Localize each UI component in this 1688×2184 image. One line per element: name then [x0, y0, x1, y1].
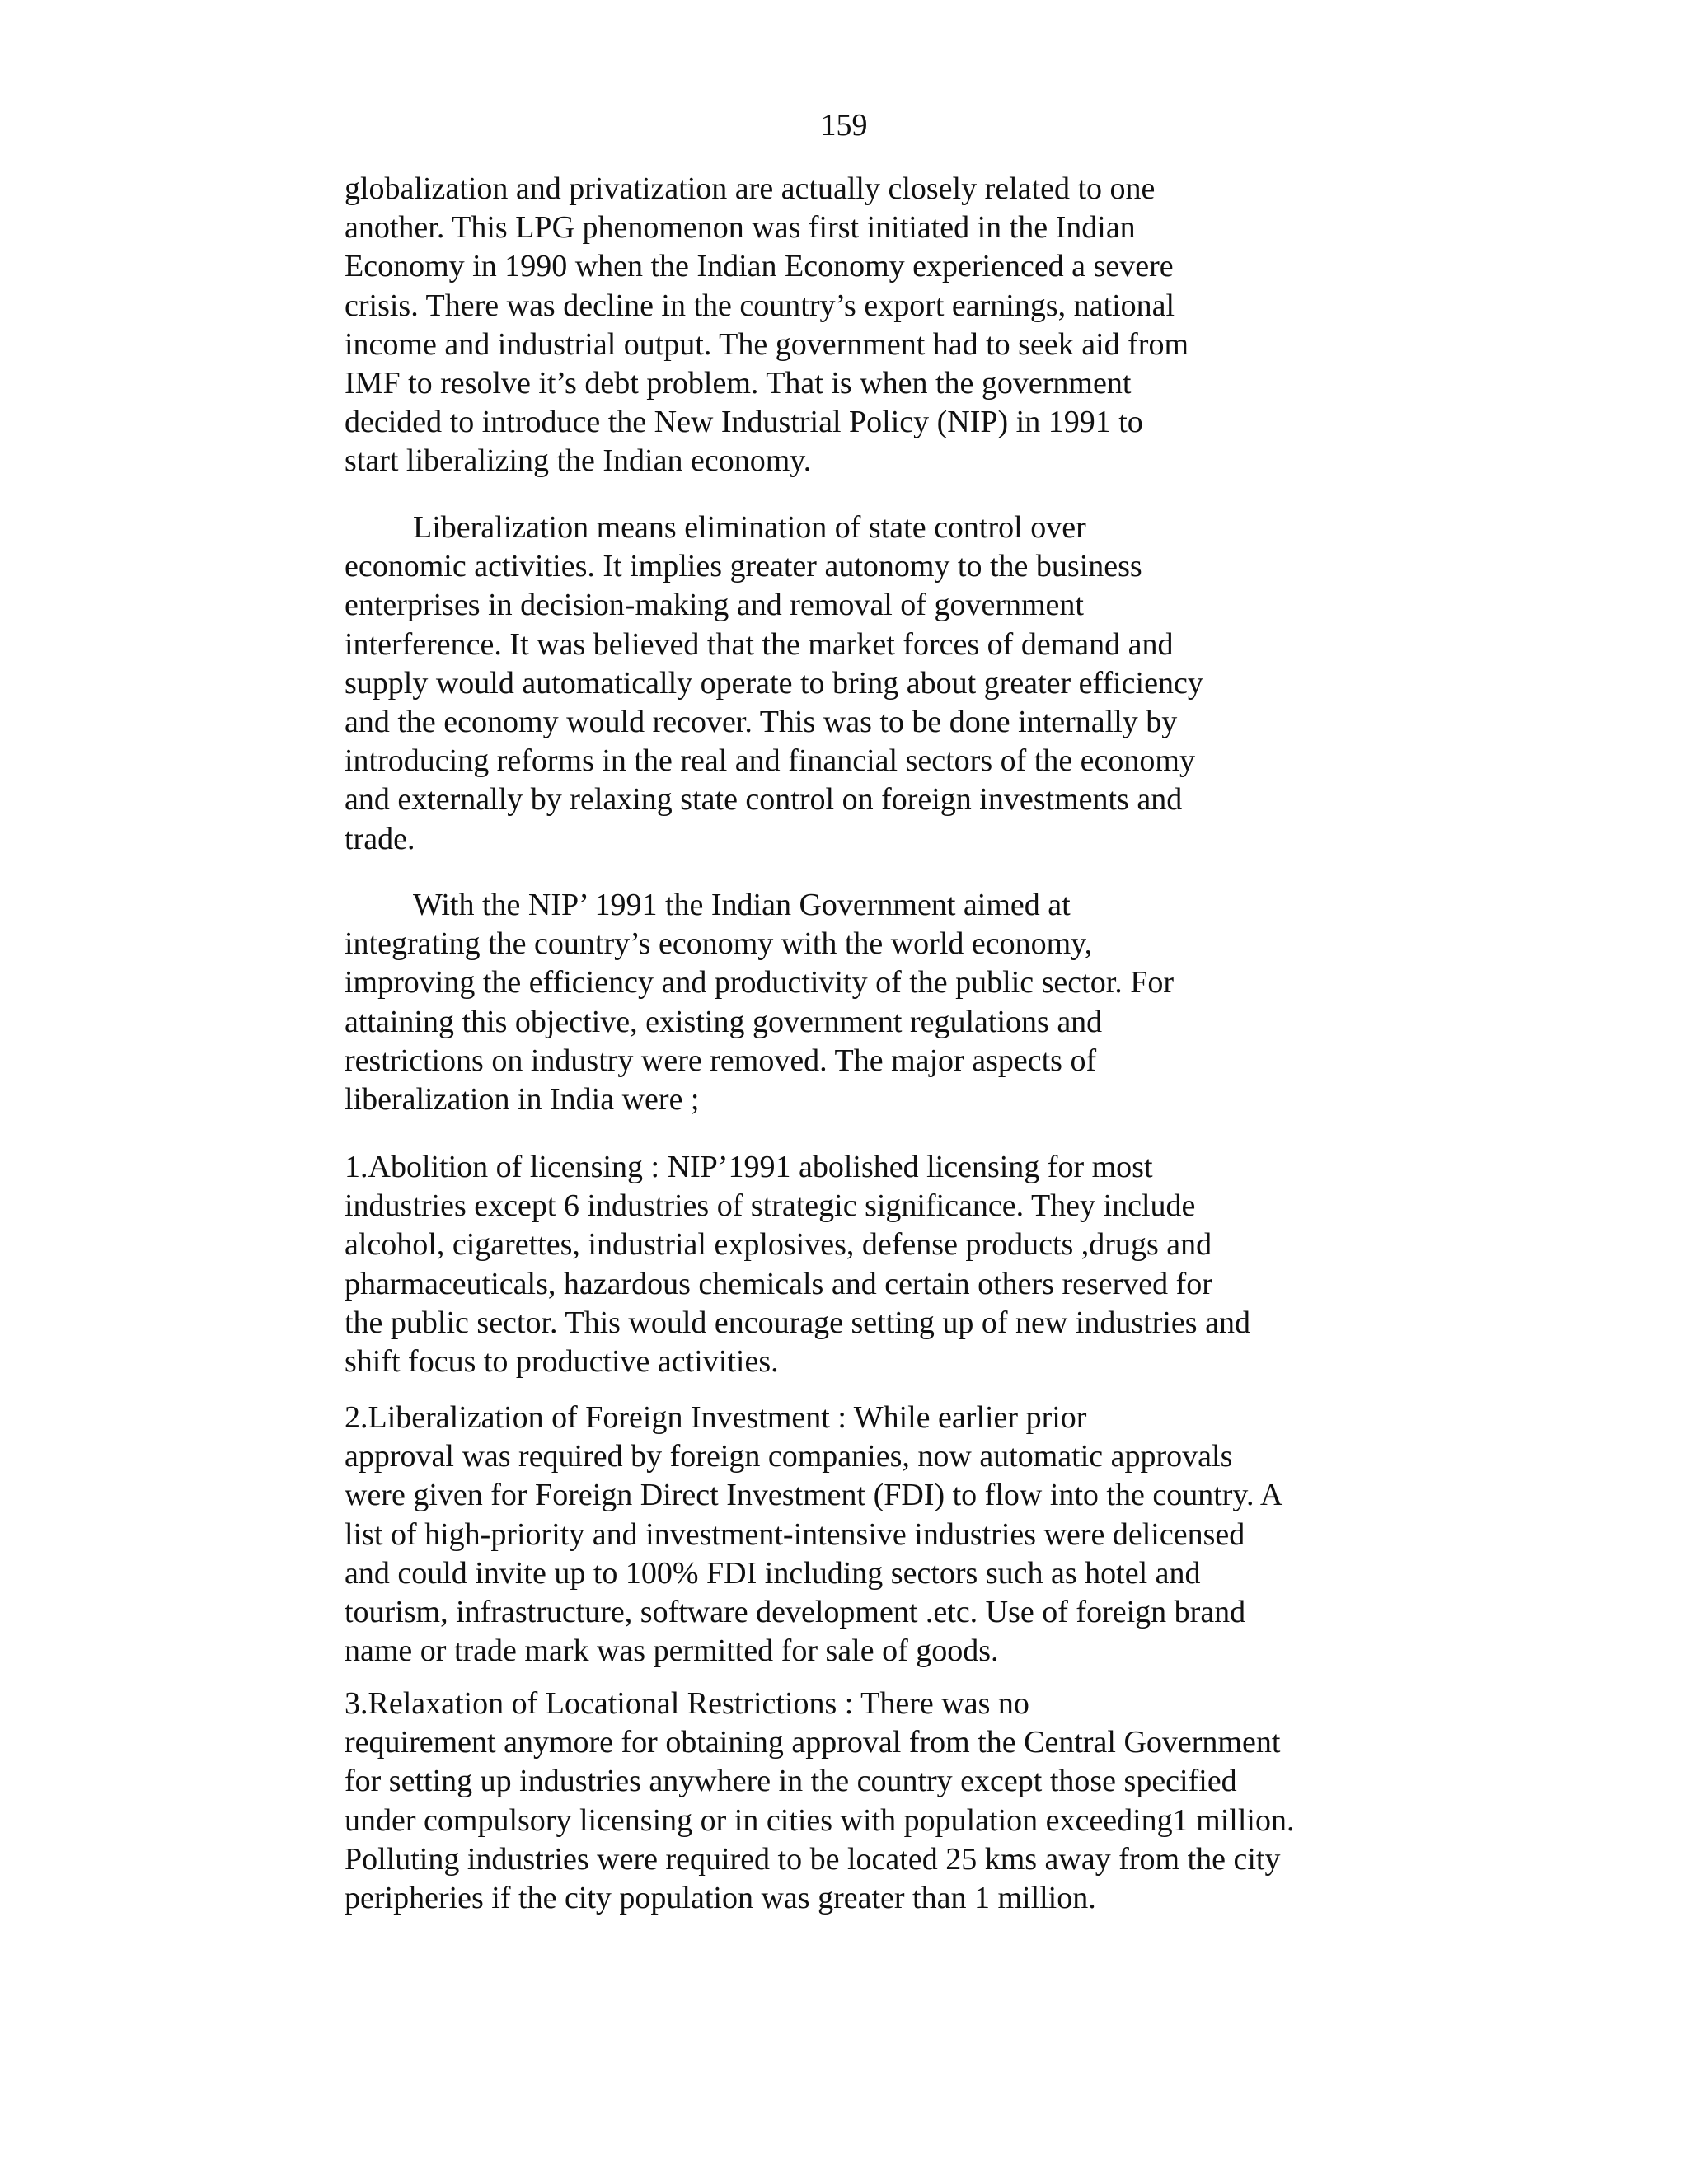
text-line: Liberalization means elimination of state control over	[413, 510, 1086, 545]
text-line: peripheries if the city population was greater than 1 million.	[345, 1881, 1096, 1916]
text-line: income and industrial output. The government had to seek aid from	[345, 326, 1189, 362]
text-line: and the economy would recover. This was to be done internally by	[345, 705, 1178, 740]
paragraph-foreign-investment	[345, 1399, 1416, 1671]
text-line: and externally by relaxing state control on foreign investments and	[345, 782, 1183, 818]
text-line: 3.Relaxation of Locational Restrictions : There was no	[345, 1686, 1029, 1721]
text-line: list of high-priority and investment-intensive industries were delicensed	[345, 1516, 1245, 1552]
paragraph-liberalization-meaning	[345, 509, 1416, 859]
text-line: attaining this objective, existing government regulations and	[345, 1004, 1103, 1039]
text-line: start liberalizing the Indian economy.	[345, 443, 812, 479]
text-line: 2.Liberalization of Foreign Investment : While earlier prior	[345, 1400, 1087, 1435]
text-line: integrating the country’s economy with the world economy,	[345, 926, 1093, 962]
text-line: industries except 6 industries of strategic significance. They include	[345, 1188, 1196, 1224]
text-line: introducing reforms in the real and financial sectors of the economy	[345, 743, 1195, 779]
text-line: alcohol, cigarettes, industrial explosives, defense products ,drugs and	[345, 1227, 1212, 1263]
text-line: Economy in 1990 when the Indian Economy experienced a severe	[345, 249, 1174, 284]
text-line: the public sector. This would encourage setting up of new industries and	[345, 1305, 1250, 1340]
text-line: approval was required by foreign companies, now automatic approvals	[345, 1439, 1233, 1474]
text-line: IMF to resolve it’s debt problem. That is when the government	[345, 366, 1132, 401]
text-line: another. This LPG phenomenon was first initiated in the Indian	[345, 210, 1136, 246]
text-line: decided to introduce the New Industrial Policy (NIP) in 1991 to	[345, 405, 1143, 440]
text-line: pharmaceuticals, hazardous chemicals and certain others reserved for	[345, 1266, 1212, 1301]
page-number: 159	[820, 108, 868, 143]
text-line: shift focus to productive activities.	[345, 1344, 779, 1380]
text-line: under compulsory licensing or in cities with population exceeding1 million.	[345, 1802, 1295, 1838]
text-line: crisis. There was decline in the country’s export earnings, national	[345, 288, 1175, 323]
text-line: were given for Foreign Direct Investment (FDI) to flow into the country. A	[345, 1478, 1283, 1513]
text-line: enterprises in decision-making and removal of government	[345, 588, 1084, 623]
text-line: economic activities. It implies greater autonomy to the business	[345, 549, 1142, 584]
text-line: name or trade mark was permitted for sale of goods.	[345, 1633, 999, 1669]
text-line: requirement anymore for obtaining approval from the Central Government	[345, 1725, 1281, 1760]
text-line: and could invite up to 100% FDI including sectors such as hotel and	[345, 1555, 1201, 1591]
text-line: tourism, infrastructure, software development .etc. Use of foreign brand	[345, 1595, 1246, 1630]
paragraph-locational-restrictions	[345, 1685, 1416, 1918]
paragraph-abolition-of-licensing	[345, 1148, 1416, 1381]
text-line: supply would automatically operate to bring about greater efficiency	[345, 665, 1203, 701]
text-line: restrictions on industry were removed. The major aspects of	[345, 1043, 1097, 1078]
text-line: liberalization in India were ;	[345, 1082, 700, 1118]
text-line: With the NIP’ 1991 the Indian Government aimed at	[413, 888, 1071, 922]
text-line: 1.Abolition of licensing : NIP’1991 abolished licensing for most	[345, 1150, 1153, 1184]
text-line: Polluting industries were required to be located 25 kms away from the city	[345, 1841, 1281, 1877]
paragraph-nip-1991	[345, 886, 1416, 1119]
text-line: trade.	[345, 821, 415, 856]
text-line: for setting up industries anywhere in the country except those specified	[345, 1764, 1237, 1799]
text-line: improving the efficiency and productivity of the public sector. For	[345, 965, 1175, 1001]
paragraph-lpg-intro	[345, 170, 1416, 481]
text-line: globalization and privatization are actually closely related to one	[345, 171, 1156, 206]
text-line: interference. It was believed that the market forces of demand and	[345, 626, 1174, 662]
